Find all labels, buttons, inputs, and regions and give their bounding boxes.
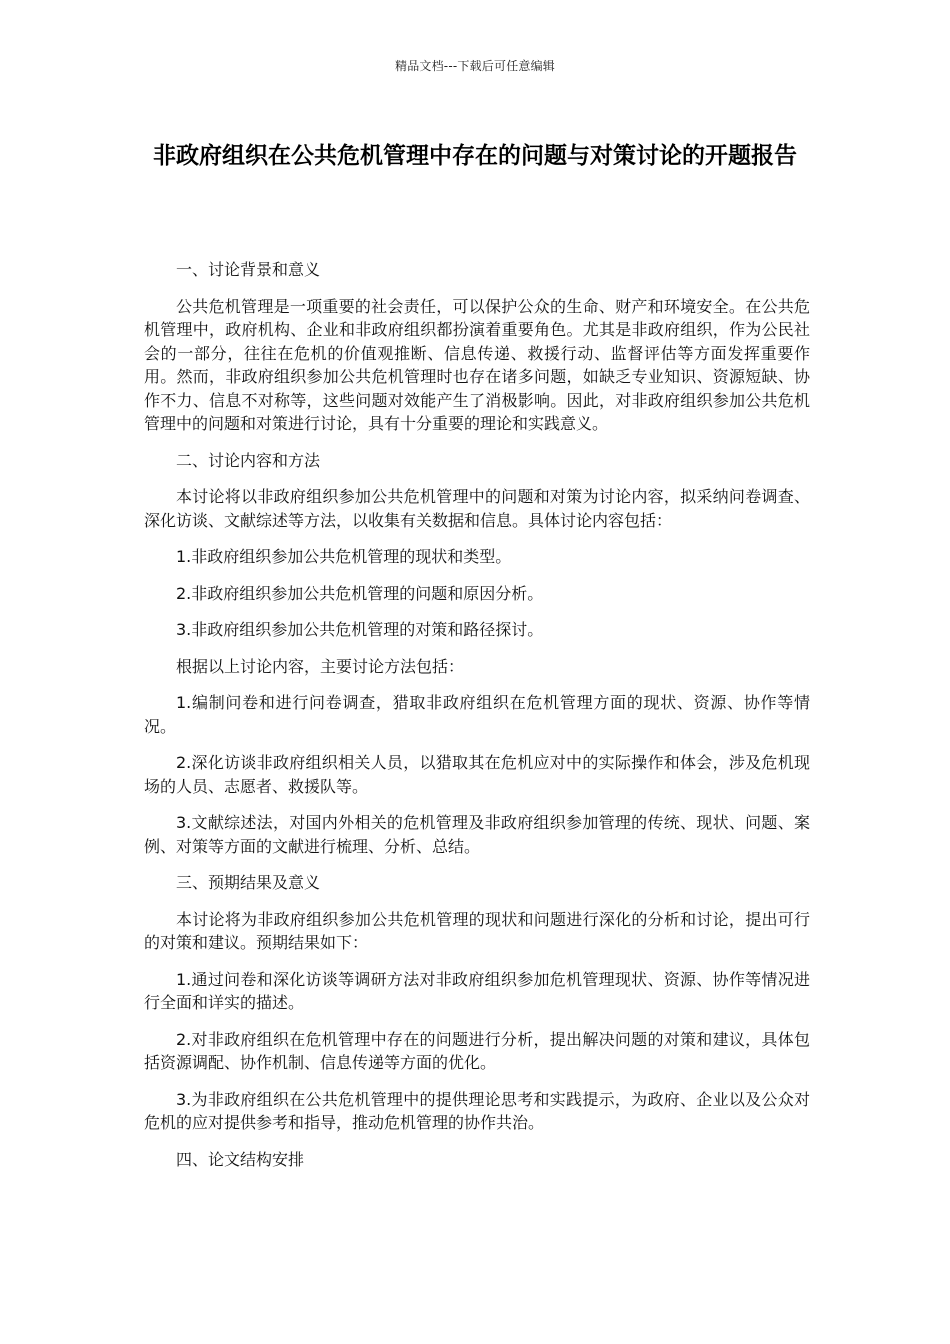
method-item: 1.编制问卷和进行问卷调查，猎取非政府组织在危机管理方面的现状、资源、协作等情况。 [144,693,810,736]
results-intro-paragraph: 本讨论将为非政府组织参加公共危机管理的现状和问题进行深化的分析和讨论，提出可行的对策和建议。预期结果如下： [144,909,810,952]
result-item: 1.通过问卷和深化访谈等调研方法对非政府组织参加危机管理现状、资源、协作等情况进行全面和详实的描述。 [144,969,810,1012]
method-item: 3.文献综述法，对国内外相关的危机管理及非政府组织参加管理的传统、现状、问题、案例、对策等方面的文献进行梳理、分析、总结。 [144,813,810,856]
content-item: 1.非政府组织参加公共危机管理的现状和类型。 [176,547,512,566]
content-intro-paragraph: 本讨论将以非政府组织参加公共危机管理中的问题和对策为讨论内容，拟采纳问卷调查、深化访谈、文献综述等方法，以收集有关数据和信息。具体讨论内容包括： [144,487,810,530]
section-heading-expected-results: 三、预期结果及意义 [176,873,321,892]
content-item: 2.非政府组织参加公共危机管理的问题和原因分析。 [176,583,544,603]
result-item: 2.对非政府组织在危机管理中存在的问题进行分析，提出解决问题的对策和建议，具体包括资源调配、协作机制、信息传递等方面的优化。 [144,1029,810,1072]
section-heading-background: 一、讨论背景和意义 [176,260,321,279]
section-heading-content-methods: 二、讨论内容和方法 [176,450,321,470]
content-item: 3.非政府组织参加公共危机管理的对策和路径探讨。 [176,620,544,639]
background-paragraph: 公共危机管理是一项重要的社会责任，可以保护公众的生命、财产和环境安全。在公共危机管理中，政府机构、企业和非政府组织都扮演着重要角色。尤其是非政府组织，作为公民社会的一部分，往往在危机的价值观推断、信息传递、救援行动、监督评估等方面发挥重要作用。然而，非政府组织参加公共危机管理时也存在诸多问题，如缺乏专业知识、资源短缺、协作不力、信息不对称等，这些问题对效能产生了消极影响。因此，对非政府组织参加公共危机管理中的问题和对策进行讨论，具有十分重要的理论和实践意义。 [144,296,810,433]
method-item: 2.深化访谈非政府组织相关人员，以猎取其在危机应对中的实际操作和体会，涉及危机现场的人员、志愿者、救援队等。 [144,753,810,796]
section-heading-structure: 四、论文结构安排 [176,1149,305,1169]
document-body [144,258,810,1184]
header-note: 精品文档---下载后可任意编辑 [395,59,555,73]
result-item: 3.为非政府组织在公共危机管理中的提供理论思考和实践提示，为政府、企业以及公众对危机的应对提供参考和指导，推动危机管理的协作共治。 [144,1089,810,1132]
document-title: 非政府组织在公共危机管理中存在的问题与对策讨论的开题报告 [153,143,797,169]
methods-intro-paragraph: 根据以上讨论内容，主要讨论方法包括： [176,656,465,676]
